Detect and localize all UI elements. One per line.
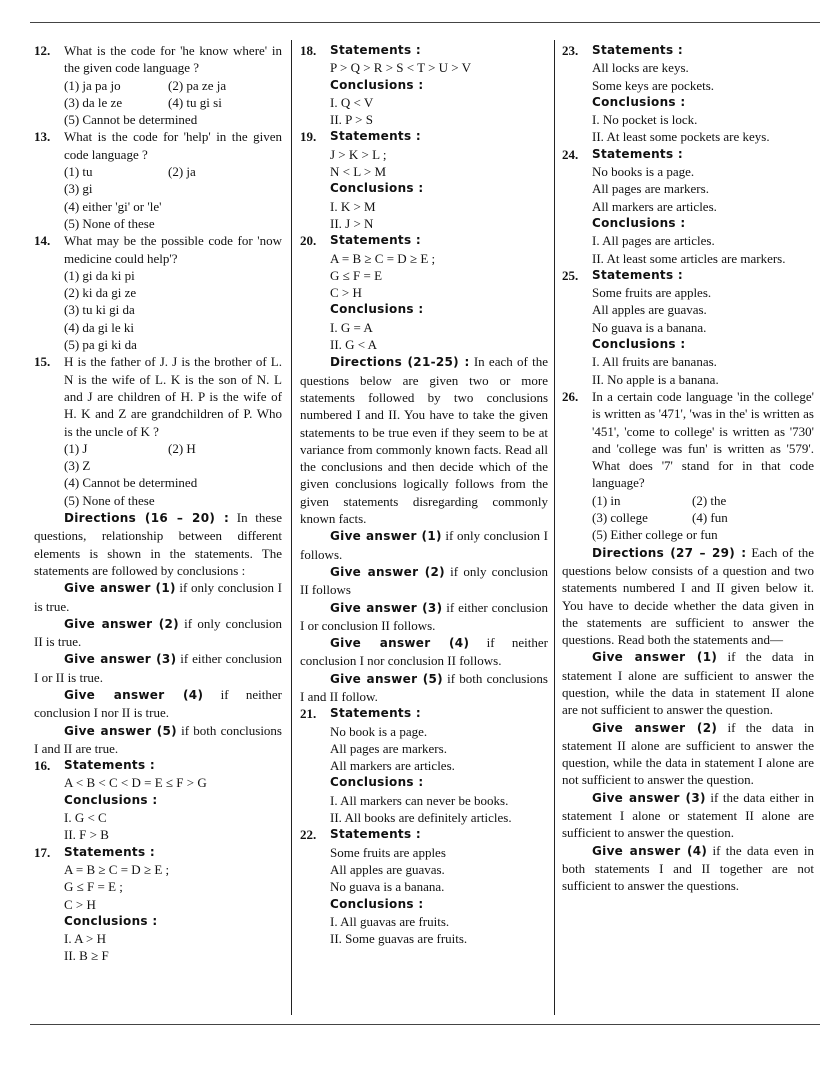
give-answer-label: Give answer (1) [64, 581, 176, 596]
conclusion: I. No pocket is lock. [592, 112, 698, 128]
give-answer-label: Give answer (2) [592, 720, 718, 735]
give-answer-5 [34, 722, 282, 758]
conclusions-heading: Conclusions : [330, 302, 424, 317]
statements-heading: Statements : [330, 706, 421, 721]
give-answer-5 [300, 670, 548, 706]
conclusion: II. Some guavas are fruits. [330, 931, 468, 947]
conclusion: I. K > M [330, 198, 376, 214]
conclusion: II. At least some articles are markers. [592, 250, 786, 266]
option: (3) Z [64, 458, 91, 474]
conclusions-heading: Conclusions : [592, 215, 686, 230]
give-answer-label: Give answer (5) [64, 723, 177, 738]
column-divider-1 [291, 40, 292, 1015]
option: (4) fun [692, 510, 728, 526]
option: (3) gi [64, 181, 93, 197]
question-text: In a certain code language 'in the college' is written as '471', 'was in the' is written as '451', 'come to college' is written as '730' and 'college was fun' is written as '579'. What does '7' stand for in that code language? [592, 388, 814, 491]
question-number: 24. [562, 146, 579, 162]
question-number: 25. [562, 267, 579, 283]
give-answer-text: if neither conclusion I nor conclusion II follows. [300, 635, 548, 669]
option: (4) either 'gi' or 'le' [64, 198, 162, 214]
statement: Some fruits are apples [330, 844, 446, 860]
question-24 [562, 146, 814, 267]
directions-text: In each of the questions below are given two or more statements followed by two conclusions numbered I and II. You have to take the given statements to be true even if they seem to be at variance from commonly known facts. Read all the conclusions and then decide which of the given conclusions logically follows from the given statements disregarding commonly known facts. [300, 354, 548, 527]
bottom-rule [30, 1024, 820, 1025]
conclusion: II. F > B [64, 827, 109, 843]
directions-text: In these questions, relationship between different elements is shown in the statements. The statements are followed by conclusions : [34, 510, 282, 578]
give-answer-text: if only conclusion I is true. [34, 580, 282, 614]
option: (1) ja pa jo [64, 77, 121, 93]
question-25 [562, 267, 814, 388]
option: (3) da le ze [64, 94, 123, 110]
question-14 [34, 232, 282, 353]
give-answer-3 [34, 650, 282, 686]
statements-heading: Statements : [592, 43, 683, 57]
give-answer-2 [34, 615, 282, 651]
question-text: What is the code for 'help' in the given code language ? [64, 129, 282, 162]
question-number: 14. [34, 233, 51, 249]
give-answer-text: if only conclusion II is true. [34, 615, 282, 650]
question-number: 22. [300, 827, 317, 843]
conclusion: II. No apple is a banana. [592, 371, 719, 387]
conclusion: I. G = A [330, 319, 373, 335]
give-answer-label: Give answer (1) [330, 529, 442, 544]
question-16 [34, 757, 282, 843]
statement: Some keys are pockets. [592, 77, 715, 93]
statement: No book is a page. [330, 723, 428, 739]
option: (3) college [592, 510, 648, 526]
statement: All markers are articles. [592, 198, 717, 214]
statement: All apples are guavas. [592, 302, 707, 318]
conclusion: I. A > H [64, 931, 107, 947]
question-23 [562, 42, 814, 146]
give-answer-text: if both conclusions I and II are true. [34, 722, 282, 756]
conclusion: II. P > S [330, 112, 373, 128]
give-answer-text: if either conclusion I or II is true. [34, 651, 282, 685]
give-answer-1 [34, 579, 282, 615]
give-answer-text: if the data in statement II alone are sufficient to answer the question, while the data in statement I alone are not sufficient to answer the question. [562, 719, 814, 788]
statement: J > K > L ; [330, 146, 387, 162]
option: (2) ja [168, 164, 196, 180]
conclusions-heading: Conclusions : [64, 792, 158, 807]
option: (4) tu gi si [168, 94, 222, 110]
statement: All locks are keys. [592, 60, 689, 76]
give-answer-label: Give answer (5) [330, 671, 443, 686]
column-divider-2 [554, 40, 555, 1015]
statement: P > Q > R > S < T > U > V [330, 60, 472, 76]
statements-heading: Statements : [64, 758, 155, 773]
give-answer-text: if neither conclusion I nor II is true. [34, 686, 282, 721]
conclusion: I. G < C [64, 810, 107, 826]
statements-heading: Statements : [330, 233, 421, 248]
question-text: H is the father of J. J is the brother of L. N is the wife of L. K is the son of N. L and J are children of H. P is the wife of H. K and Z are grandchildren of P. Who is the uncle of K ? [64, 354, 282, 439]
option: (5) Either college or fun [592, 527, 718, 543]
give-answer-text: if the data even in both statements I and II together are not sufficient to answer the questions. [562, 842, 814, 894]
option: (4) da gi le ki [64, 319, 135, 335]
give-answer-1 [562, 648, 814, 718]
question-number: 16. [34, 758, 51, 774]
directions-27-29 [562, 544, 814, 649]
statement: A = B ≥ C = D ≥ E ; [330, 250, 436, 266]
conclusions-heading: Conclusions : [330, 896, 424, 911]
directions-21-25 [300, 353, 548, 527]
question-number: 26. [562, 388, 579, 404]
option: (5) Cannot be determined [64, 112, 198, 128]
statement: G ≤ F = E ; [64, 879, 123, 895]
conclusions-heading: Conclusions : [64, 913, 158, 928]
column-1 [34, 42, 282, 965]
question-15 [34, 353, 282, 509]
conclusion: II. G < A [330, 337, 378, 353]
statement: Some fruits are apples. [592, 285, 712, 301]
give-answer-label: Give answer (4) [64, 687, 204, 702]
question-number: 12. [34, 43, 51, 58]
conclusion: I. All markers can never be books. [330, 792, 509, 808]
conclusion: II. All books are definitely articles. [330, 810, 512, 826]
conclusions-heading: Conclusions : [330, 775, 424, 790]
give-answer-1 [300, 527, 548, 563]
question-13 [34, 128, 282, 232]
statement: C > H [64, 896, 96, 912]
give-answer-text: if the data either in statement I alone or statement II alone are sufficient to answer the question. [562, 789, 814, 841]
give-answer-text: if either conclusion I or conclusion II follows. [300, 599, 548, 633]
statements-heading: Statements : [330, 827, 421, 842]
option: (3) tu ki gi da [64, 302, 135, 318]
conclusion: I. Q < V [330, 94, 374, 110]
question-number: 20. [300, 233, 317, 249]
question-12 [34, 42, 282, 128]
conclusion: II. At least some pockets are keys. [592, 129, 770, 145]
statement: All apples are guavas. [330, 861, 445, 877]
directions-heading: Directions (21-25) : [330, 355, 470, 370]
question-text: What is the code for 'he know where' in the given code language ? [64, 43, 282, 76]
question-number: 18. [300, 43, 317, 58]
directions-heading: Directions (16 – 20) : [64, 511, 230, 526]
question-19 [300, 128, 548, 232]
give-answer-2 [562, 719, 814, 789]
question-number: 23. [562, 43, 579, 58]
give-answer-2 [300, 563, 548, 599]
option: (2) ki da gi ze [64, 285, 137, 301]
column-2 [300, 42, 548, 947]
option: (1) gi da ki pi [64, 267, 135, 283]
statement: No books is a page. [592, 164, 695, 180]
statements-heading: Statements : [330, 43, 421, 57]
question-17 [34, 844, 282, 965]
conclusions-heading: Conclusions : [330, 181, 424, 196]
statements-heading: Statements : [592, 267, 683, 282]
option: (2) H [168, 440, 196, 456]
statements-heading: Statements : [330, 129, 421, 144]
directions-16-20 [34, 509, 282, 579]
give-answer-label: Give answer (4) [330, 636, 470, 651]
option: (5) None of these [64, 215, 155, 231]
give-answer-text: if the data in statement I alone are sufficient to answer the question, while the data in statement II alone are not sufficient to answer the question. [562, 649, 814, 718]
statement: All pages are markers. [330, 740, 447, 756]
give-answer-4 [562, 842, 814, 895]
statement: C > H [330, 285, 362, 301]
statement: No guava is a banana. [592, 319, 707, 335]
question-21 [300, 705, 548, 826]
give-answer-label: Give answer (3) [64, 652, 177, 667]
give-answer-4 [300, 634, 548, 670]
question-26 [562, 388, 814, 544]
give-answer-4 [34, 686, 282, 722]
statements-heading: Statements : [592, 146, 683, 161]
give-answer-3 [562, 789, 814, 842]
give-answer-text: if only conclusion II follows [300, 563, 548, 598]
give-answer-label: Give answer (4) [592, 843, 708, 858]
top-rule [30, 22, 820, 23]
directions-heading: Directions (27 – 29) : [592, 545, 747, 560]
question-number: 21. [300, 706, 317, 722]
statement: N < L > M [330, 164, 387, 180]
option: (5) None of these [64, 492, 155, 508]
give-answer-text: if both conclusions I and II follow. [300, 670, 548, 704]
statement: A = B ≥ C = D ≥ E ; [64, 861, 170, 877]
give-answer-3 [300, 599, 548, 635]
conclusions-heading: Conclusions : [330, 77, 424, 92]
give-answer-label: Give answer (3) [592, 790, 706, 805]
conclusions-heading: Conclusions : [592, 94, 686, 109]
question-number: 15. [34, 354, 51, 370]
conclusion: I. All fruits are bananas. [592, 354, 717, 370]
question-text: What may be the possible code for 'now medicine could help'? [64, 233, 282, 266]
question-18 [300, 42, 548, 128]
conclusions-heading: Conclusions : [592, 337, 686, 352]
option: (2) pa ze ja [168, 77, 227, 93]
column-3 [562, 42, 814, 895]
question-20 [300, 232, 548, 353]
give-answer-label: Give answer (2) [64, 616, 179, 631]
conclusion: II. J > N [330, 215, 374, 231]
give-answer-label: Give answer (1) [592, 650, 718, 665]
option: (1) tu [64, 164, 93, 180]
option: (5) pa gi ki da [64, 337, 137, 353]
conclusion: II. B ≥ F [64, 948, 109, 964]
question-number: 13. [34, 129, 51, 145]
question-22 [300, 826, 548, 947]
question-number: 17. [34, 844, 51, 860]
option: (1) J [64, 440, 88, 456]
statement: A < B < C < D = E ≤ F > G [64, 775, 207, 791]
option: (1) in [592, 492, 621, 508]
conclusion: I. All pages are articles. [592, 233, 715, 249]
statements-heading: Statements : [64, 844, 155, 859]
statement: All markers are articles. [330, 758, 455, 774]
option: (4) Cannot be determined [64, 475, 198, 491]
conclusion: I. All guavas are fruits. [330, 913, 450, 929]
directions-text: Each of the questions below consists of a question and two statements numbered I and II given below it. You have to decide whether the data given in the statements are sufficient to answer the questions. Read both the statements and— [562, 544, 814, 648]
give-answer-text: if only conclusion I follows. [300, 528, 548, 562]
statement: G ≤ F = E [330, 267, 383, 283]
statement: No guava is a banana. [330, 879, 445, 895]
statement: All pages are markers. [592, 181, 709, 197]
give-answer-label: Give answer (2) [330, 564, 445, 579]
question-number: 19. [300, 129, 317, 145]
give-answer-label: Give answer (3) [330, 600, 443, 615]
option: (2) the [692, 492, 727, 508]
